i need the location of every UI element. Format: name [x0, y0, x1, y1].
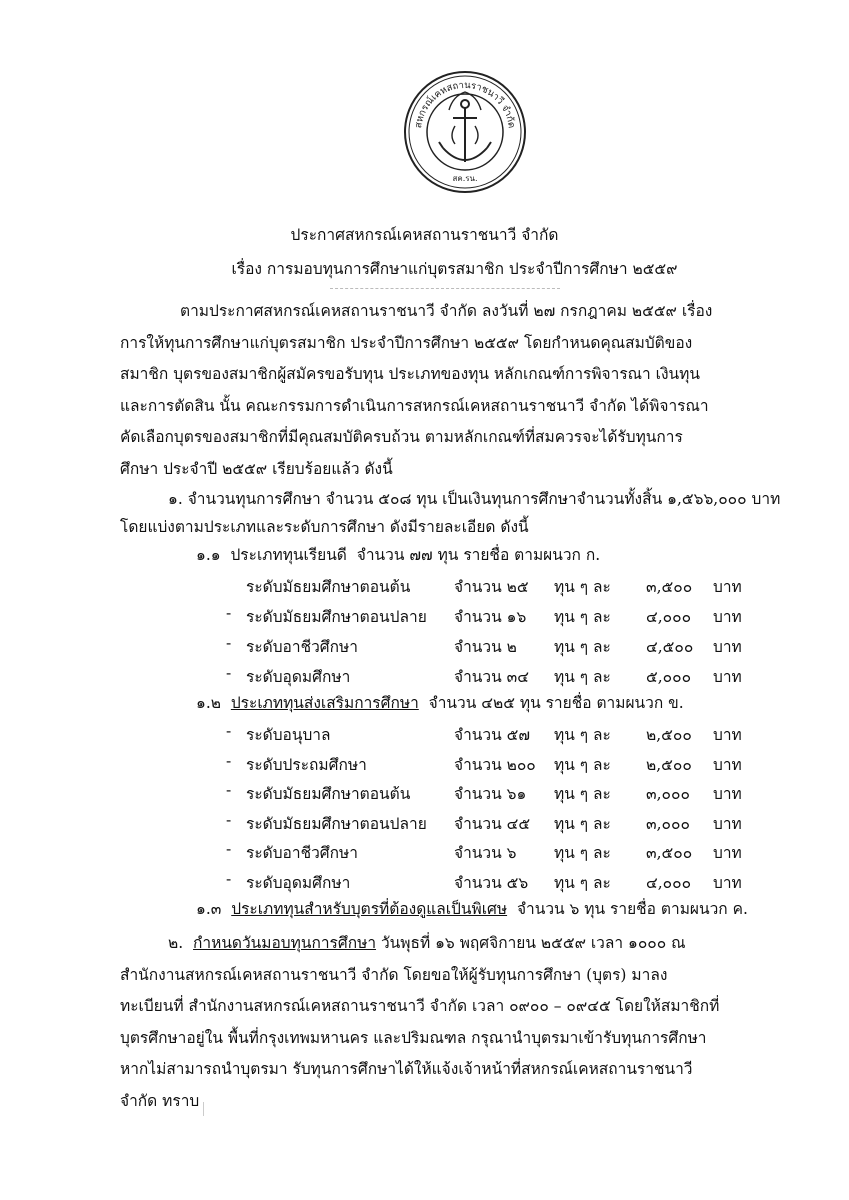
row-dash: - — [226, 634, 232, 652]
row-level: ระดับมัธยมศึกษาตอนปลาย — [246, 608, 427, 626]
section1-line1: ๑. จำนวนทุนการศึกษา จำนวน ๕๐๘ ทุน เป็นเงินทุนการศึกษาจำนวนทั้งสิ้น ๑,๕๖๖,๐๐๐ บาท — [168, 490, 781, 508]
subsection-1-1-heading: ประเภททุนเรียนดี — [230, 546, 347, 564]
title-divider — [330, 288, 560, 289]
announcement-title: ประกาศสหกรณ์เคหสถานราชนาวี จำกัด — [290, 226, 559, 244]
row-count: จำนวน ๒๕ — [454, 578, 529, 596]
row-count: จำนวน ๔๕ — [454, 814, 531, 833]
row-count: จำนวน ๑๖ — [454, 608, 527, 626]
row-dash: - — [226, 751, 232, 770]
subsection-1-1: ๑.๑ ประเภททุนเรียนดี จำนวน ๗๗ ทุน รายชื่อ ตามผนวก ก. — [196, 546, 601, 564]
row-dash: - — [226, 722, 232, 740]
support-scholarship-row — [226, 781, 746, 805]
row-amount: ๒,๕๐๐ — [646, 726, 692, 744]
row-level: ระดับอุดมศึกษา — [246, 873, 351, 892]
row-count: จำนวน ๒ — [454, 638, 517, 656]
cooperative-seal-emblem — [403, 70, 527, 194]
row-count: จำนวน ๖ — [454, 844, 517, 862]
merit-scholarship-row — [226, 664, 746, 688]
row-unit: ทุน ๆ ละ — [554, 578, 611, 596]
row-unit: ทุน ๆ ละ — [554, 873, 611, 892]
merit-scholarship-row — [226, 574, 746, 598]
row-level: ระดับอาชีวศึกษา — [246, 844, 358, 862]
seal-abbr: สค.รน. — [452, 174, 478, 183]
row-baht: บาท — [713, 638, 742, 656]
row-count: จำนวน ๕๗ — [454, 726, 530, 744]
subsection-1-2: ๑.๒ ประเภททุนส่งเสริมการศึกษา จำนวน ๔๒๕ ทุน รายชื่อ ตามผนวก ข. — [196, 694, 684, 712]
row-unit: ทุน ๆ ละ — [554, 844, 611, 862]
anchor-icon — [439, 92, 491, 162]
merit-scholarship-row — [226, 604, 746, 628]
seal-arc-text: สหกรณ์เคหสถานราชนาวี จำกัด — [413, 79, 517, 129]
row-amount: ๓,๐๐๐ — [646, 814, 690, 833]
support-scholarship-row — [226, 870, 746, 894]
row-count: จำนวน ๕๖ — [454, 873, 529, 892]
row-amount: ๓,๕๐๐ — [646, 578, 693, 596]
section1-line2: โดยแบ่งตามประเภทและระดับการศึกษา ดังมีรายละเอียด ดังนี้ — [120, 518, 529, 536]
row-amount: ๒,๕๐๐ — [646, 755, 692, 774]
row-unit: ทุน ๆ ละ — [554, 814, 611, 833]
row-amount: ๕,๐๐๐ — [646, 668, 692, 686]
row-level: ระดับมัธยมศึกษาตอนปลาย — [246, 814, 427, 833]
row-level: ระดับมัธยมศึกษาตอนต้น — [246, 578, 411, 596]
row-dash: - — [226, 664, 232, 682]
row-unit: ทุน ๆ ละ — [554, 755, 611, 774]
row-unit: ทุน ๆ ละ — [554, 608, 611, 626]
row-dash: - — [226, 840, 232, 858]
row-baht: บาท — [713, 873, 742, 892]
subsection-1-3: ๑.๓ ประเภททุนสำหรับบุตรที่ต้องดูแลเป็นพิเศษ จำนวน ๖ ทุน รายชื่อ ตามผนวก ค. — [196, 900, 748, 918]
row-amount: ๓,๐๐๐ — [646, 785, 690, 803]
row-count: จำนวน ๒๐๐ — [454, 755, 536, 774]
row-amount: ๔,๕๐๐ — [646, 638, 694, 656]
row-level: ระดับประถมศึกษา — [246, 755, 367, 774]
row-level: ระดับมัธยมศึกษาตอนต้น — [246, 785, 411, 803]
row-unit: ทุน ๆ ละ — [554, 668, 611, 686]
row-baht: บาท — [713, 755, 742, 774]
row-dash: - — [226, 869, 232, 888]
row-unit: ทุน ๆ ละ — [554, 726, 611, 744]
row-baht: บาท — [713, 668, 742, 686]
row-dash: - — [226, 604, 232, 622]
row-count: จำนวน ๓๔ — [454, 668, 529, 686]
row-count: จำนวน ๖๑ — [454, 785, 527, 803]
row-baht: บาท — [713, 785, 742, 803]
subsection-1-3-heading: ประเภททุนสำหรับบุตรที่ต้องดูแลเป็นพิเศษ — [231, 900, 508, 918]
row-baht: บาท — [713, 844, 742, 862]
merit-scholarship-row — [226, 634, 746, 658]
row-dash: - — [226, 781, 232, 799]
support-scholarship-row — [226, 811, 746, 835]
support-scholarship-row — [226, 722, 746, 746]
row-baht: บาท — [713, 578, 742, 596]
row-amount: ๓,๕๐๐ — [646, 844, 693, 862]
row-unit: ทุน ๆ ละ — [554, 638, 611, 656]
row-unit: ทุน ๆ ละ — [554, 785, 611, 803]
row-baht: บาท — [713, 608, 742, 626]
row-dash: - — [226, 810, 232, 829]
row-baht: บาท — [713, 726, 742, 744]
scan-artifact — [203, 1102, 204, 1116]
row-amount: ๔,๐๐๐ — [646, 608, 692, 626]
row-amount: ๔,๐๐๐ — [646, 873, 692, 892]
section2-heading: กำหนดวันมอบทุนการศึกษา — [193, 934, 377, 952]
section2-paragraph: ๒. กำหนดวันมอบทุนการศึกษา วันพุธที่ ๑๖ พฤศจิกายน ๒๕๕๙ เวลา ๑๐๐๐ ณ สำนักงานสหกรณ์เคหสถานราชนาวี จำกัด โดยขอให้ผู้รับทุนการศึกษา (บุตร) มาลงทะเบียนที่ สำนักงานสหกรณ์เคหสถานราชนาวี จำกัด เวลา ๐๙๐๐ – ๐๙๔๕ โดยให้สมาชิกที่บุตรศึกษาอยู่ใน พื้นที่กรุงเทพมหานคร และปริมณฑล กรุณานำบุตรมาเข้ารับทุนการศึกษา หากไม่สามารถนำบุตรมา รับทุนการศึกษาได้ให้แจ้งเจ้าหน้าที่สหกรณ์เคหสถานราชนาวี จำกัด ทราบ — [120, 934, 720, 1110]
row-level: ระดับอาชีวศึกษา — [246, 638, 358, 656]
intro-paragraph: ตามประกาศสหกรณ์เคหสถานราชนาวี จำกัด ลงวันที่ ๒๗ กรกฎาคม ๒๕๕๙ เรื่อง การให้ทุนการศึกษาแก่บุตรสมาชิก ประจำปีการศึกษา ๒๕๕๙ โดยกำหนดคุณสมบัติของสมาชิก บุตรของสมาชิกผู้สมัครขอรับทุน ประเภทของทุน หลักเกณฑ์การพิจารณา เงินทุน และการตัดสิน นั้น คณะกรรมการดำเนินการสหกรณ์เคหสถานราชนาวี จำกัด ได้พิจารณาคัดเลือกบุตรของสมาชิกที่มีคุณสมบัติครบถ้วน ตามหลักเกณฑ์ที่สมควรจะได้รับทุนการศึกษา ประจำปี ๒๕๕๙ เรียบร้อยแล้ว ดังนี้ — [120, 302, 713, 478]
support-scholarship-row — [226, 752, 746, 776]
row-baht: บาท — [713, 814, 742, 833]
support-scholarship-row — [226, 840, 746, 864]
subsection-1-2-heading: ประเภททุนส่งเสริมการศึกษา — [230, 694, 419, 712]
announcement-subject: เรื่อง การมอบทุนการศึกษาแก่บุตรสมาชิก ประจำปีการศึกษา ๒๕๕๙ — [231, 260, 678, 278]
row-level: ระดับอุดมศึกษา — [246, 668, 351, 686]
row-level: ระดับอนุบาล — [246, 726, 331, 744]
